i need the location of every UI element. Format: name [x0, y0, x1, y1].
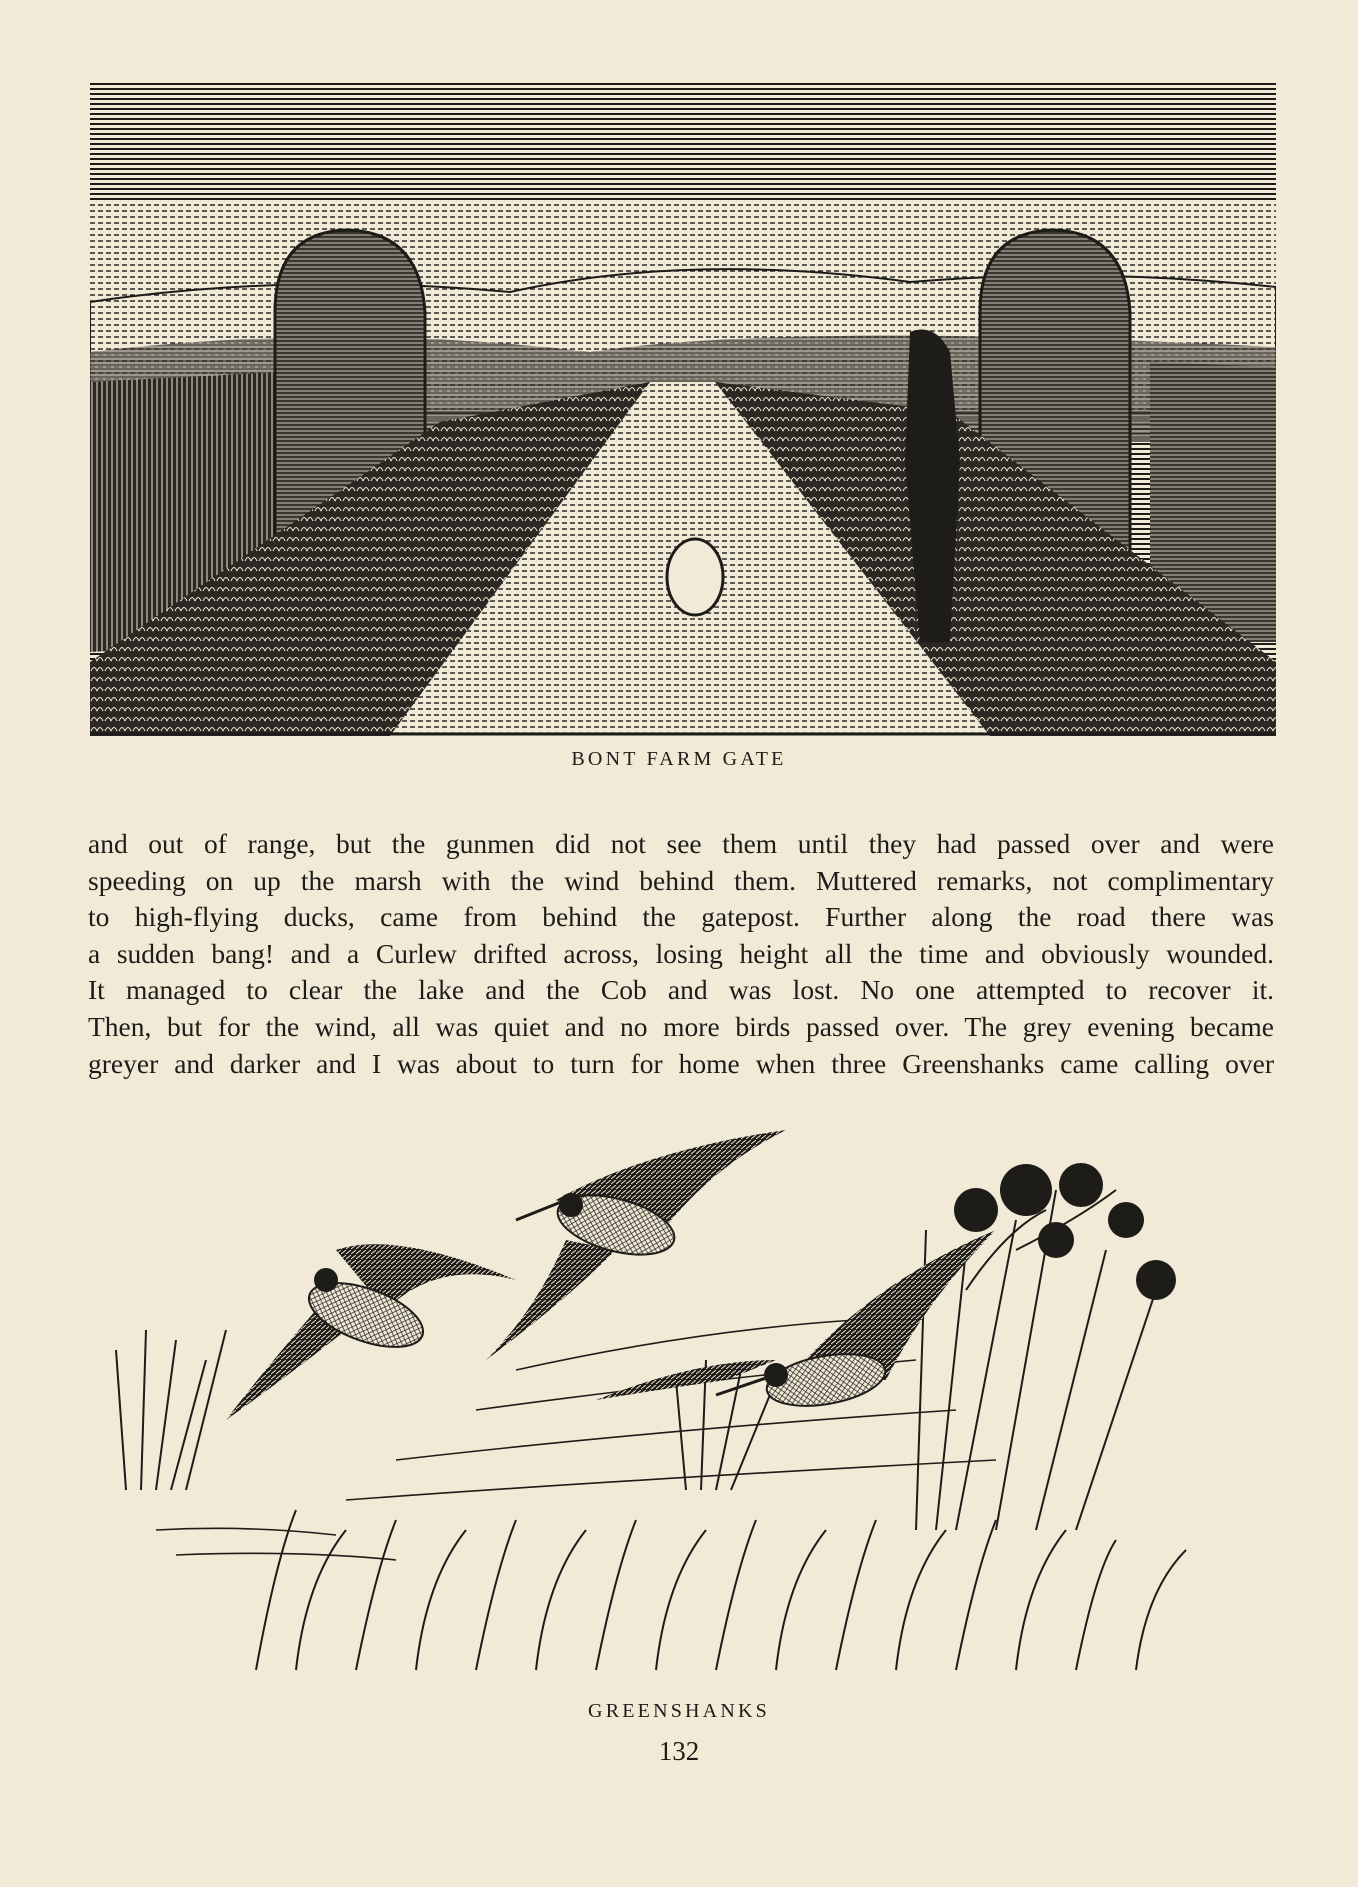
text-line: Then, but for the wind, all was quiet and no more birds passed over. The grey evening became: [88, 1010, 1274, 1042]
text-line: It managed to clear the lake and the Cob and was lost. No one attempted to recover it.: [88, 974, 1274, 1006]
text-line: to high-flying ducks, came from behind the gatepost. Further along the road there was: [88, 901, 1274, 933]
text-line: greyer and darker and I was about to turn for home when three Greenshanks came calling over: [88, 1047, 1274, 1079]
text-line: speeding on up the marsh with the wind behind them. Muttered remarks, not complimentary: [88, 864, 1274, 896]
page-number: 132: [658, 1736, 700, 1766]
gate-engraving: [90, 82, 1276, 736]
text-line: and out of range, but the gunmen did not see them until they had passed over and were: [88, 828, 1274, 859]
figure-caption: GREENSHANKS: [588, 1700, 770, 1722]
text-line: a sudden bang! and a Curlew drifted across, losing height all the time and obviously wounded.: [88, 937, 1274, 969]
figure-caption: BONT FARM GATE: [571, 748, 787, 770]
greenshanks-engraving: [96, 1130, 1272, 1675]
body-paragraph: [88, 826, 1274, 1082]
